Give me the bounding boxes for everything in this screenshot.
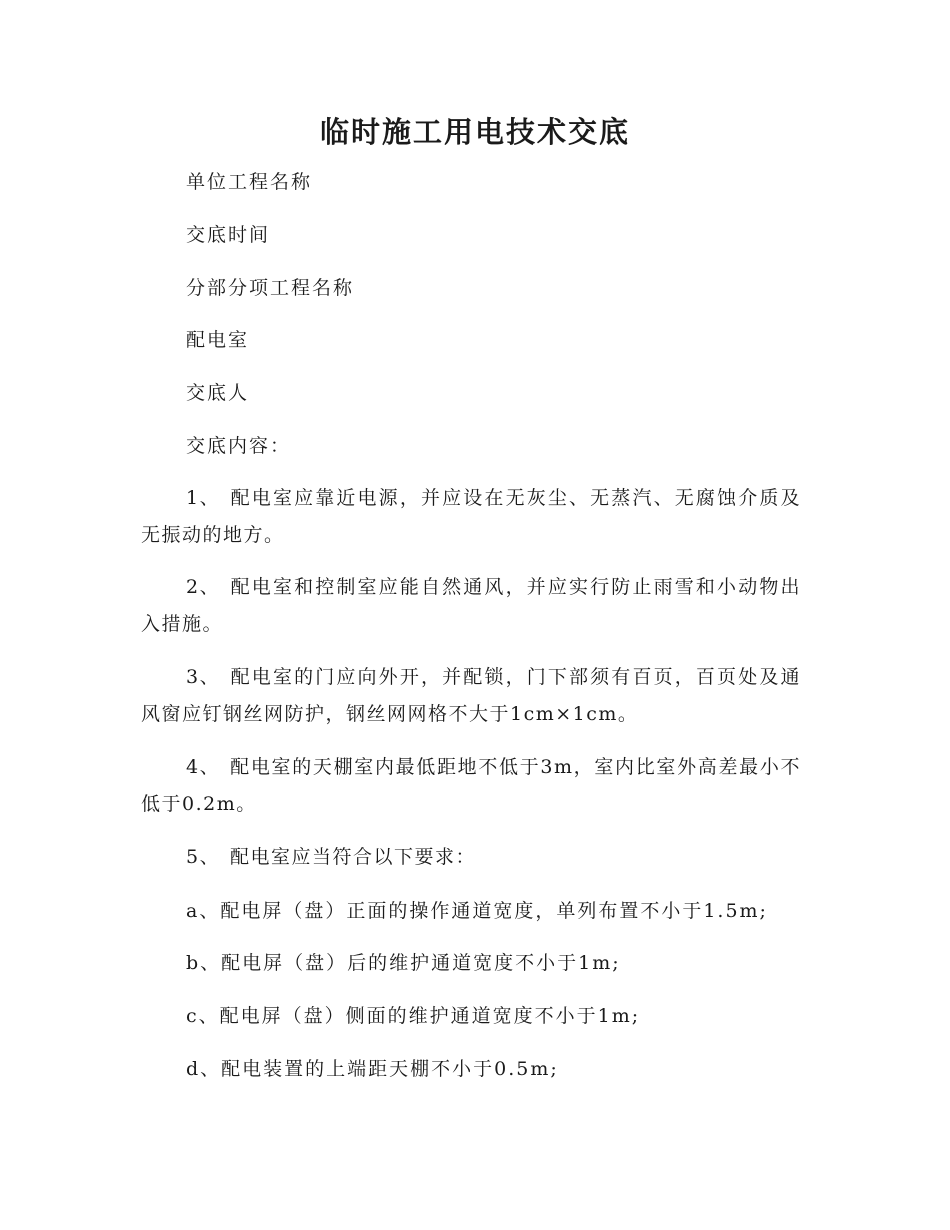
item-text: 配电室应靠近电源，并应设在无灰尘、无蒸汽、无腐蚀介质及无振动的地方。 bbox=[141, 487, 801, 546]
sub-item: c、配电屏（盘）侧面的维护通道宽度不小于1m; bbox=[186, 1005, 641, 1027]
field-distribution-room: 配电室 bbox=[186, 329, 250, 351]
item-number: 1、 bbox=[186, 487, 221, 509]
field-unit-project-name: 单位工程名称 bbox=[186, 171, 313, 193]
item-text: 配电室的天棚室内最低距地不低于3m，室内比室外高差最小不低于0.2m。 bbox=[141, 756, 801, 815]
sub-item: b、配电屏（盘）后的维护通道宽度不小于1m; bbox=[186, 952, 621, 974]
item-number: 5、 bbox=[186, 846, 221, 868]
item-text: 配电室的门应向外开，并配锁，门下部须有百页，百页处及通风窗应钉钢丝网防护，钢丝网网格不大于1cm×1cm。 bbox=[141, 666, 801, 725]
item-number: 2、 bbox=[186, 576, 221, 598]
list-item bbox=[141, 659, 801, 733]
item-text: 配电室应当符合以下要求： bbox=[230, 846, 477, 868]
field-handover-time: 交底时间 bbox=[186, 224, 271, 246]
list-item bbox=[141, 839, 801, 876]
sub-item: a、配电屏（盘）正面的操作通道宽度，单列布置不小于1.5m; bbox=[186, 900, 768, 922]
sub-item: d、配电装置的上端距天棚不小于0.5m; bbox=[186, 1058, 559, 1080]
item-number: 4、 bbox=[186, 756, 221, 778]
document-title: 临时施工用电技术交底 bbox=[319, 115, 630, 149]
field-sub-project-name: 分部分项工程名称 bbox=[186, 277, 355, 299]
field-handover-content: 交底内容： bbox=[186, 435, 292, 457]
item-text: 配电室和控制室应能自然通风，并应实行防止雨雪和小动物出入措施。 bbox=[141, 576, 801, 635]
item-number: 3、 bbox=[186, 666, 221, 688]
field-handover-person: 交底人 bbox=[186, 382, 250, 404]
list-item bbox=[141, 569, 801, 643]
list-item bbox=[141, 749, 801, 823]
list-item bbox=[141, 480, 801, 554]
